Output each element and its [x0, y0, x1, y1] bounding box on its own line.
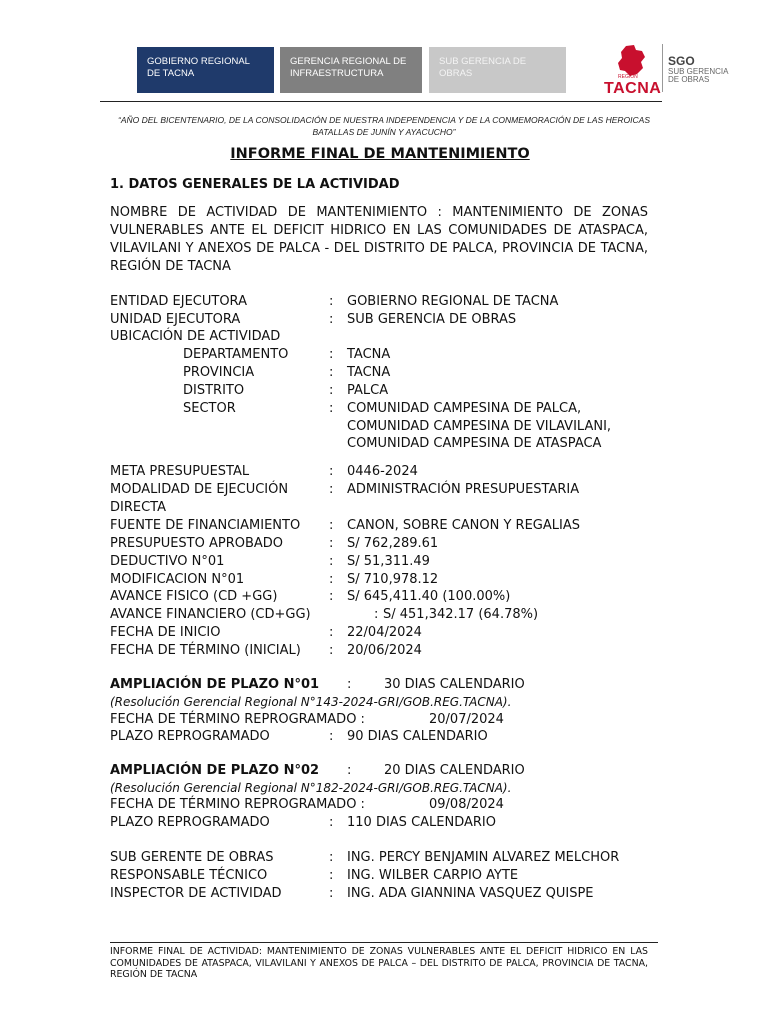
- field-value: 90 DIAS CALENDARIO: [347, 729, 488, 744]
- field-value: S/ 710,978.12: [347, 572, 439, 587]
- header-gobierno-regional-box: GOBIERNO REGIONAL DE TACNA: [137, 47, 274, 93]
- field-value: S/ 451,342.17 (64.78%): [383, 607, 539, 622]
- field-label: FUENTE DE FINANCIAMIENTO: [110, 518, 301, 533]
- field-colon: :: [329, 589, 334, 604]
- field-label: META PRESUPUESTAL: [110, 464, 250, 479]
- field-label: DEPARTAMENTO: [183, 347, 289, 362]
- field-value: S/ 762,289.61: [347, 536, 439, 551]
- field-value: 0446-2024: [347, 464, 418, 479]
- logo-sgo-text: SGO: [668, 54, 695, 68]
- field-value: TACNA: [347, 365, 391, 380]
- field-label: FECHA DE TÉRMINO (INICIAL): [110, 643, 301, 658]
- field-colon: :: [329, 347, 334, 362]
- field-colon: :: [329, 401, 334, 416]
- field-colon: :: [329, 294, 334, 309]
- logo-sgo-subtitle: SUB GERENCIA DE OBRAS: [668, 67, 729, 84]
- ampliacion-1-value: 30 DIAS CALENDARIO: [384, 677, 525, 692]
- field-colon: :: [329, 518, 334, 533]
- field-value: S/ 645,411.40 (100.00%): [347, 589, 511, 604]
- field-label: PLAZO REPROGRAMADO: [110, 815, 270, 830]
- ampliacion-2-value: 20 DIAS CALENDARIO: [384, 763, 525, 778]
- field-value: 110 DIAS CALENDARIO: [347, 815, 496, 830]
- field-label: PRESUPUESTO APROBADO: [110, 536, 284, 551]
- field-label: ENTIDAD EJECUTORA: [110, 294, 247, 309]
- field-label: AVANCE FINANCIERO (CD+GG): [110, 607, 311, 622]
- ampliacion-2-resolucion: (Resolución Gerencial Regional N°182-2024-GRI/GOB.REG.TACNA).: [110, 781, 512, 795]
- header-divider: [100, 101, 662, 102]
- field-colon: :: [329, 643, 334, 658]
- field-value: COMUNIDAD CAMPESINA DE ATASPACA: [347, 436, 602, 451]
- header-gerencia-infraestructura-box: GERENCIA REGIONAL DE INFRAESTRUCTURA: [280, 47, 422, 93]
- ampliacion-1-resolucion: (Resolución Gerencial Regional N°143-2024-GRI/GOB.REG.TACNA).: [110, 695, 512, 709]
- field-colon: :: [347, 677, 352, 692]
- field-colon: :: [329, 868, 334, 883]
- field-value: 22/04/2024: [347, 625, 422, 640]
- field-value: ING. ADA GIANNINA VASQUEZ QUISPE: [347, 886, 594, 901]
- field-value: COMUNIDAD CAMPESINA DE PALCA,: [347, 401, 582, 416]
- field-label: SUB GERENTE DE OBRAS: [110, 850, 274, 865]
- field-value: 09/08/2024: [429, 797, 504, 812]
- field-label: SECTOR: [183, 401, 236, 416]
- logo-region-text: TACNA: [604, 80, 662, 97]
- header-sub-gerencia-obras-box: SUB GERENCIA DE OBRAS: [429, 47, 566, 93]
- field-value: ING. PERCY BENJAMIN ALVAREZ MELCHOR: [347, 850, 620, 865]
- page-footer: INFORME FINAL DE ACTIVIDAD: MANTENIMIENTO DE ZONAS VULNERABLES ANTE EL DEFICIT HIDRICO EN LAS COMUNIDADES DE ATASPACA, VILAVILANI Y ANEXOS DE PALCA – DEL DISTRITO DE PALCA, PROVINCIA DE TACNA, REGIÓN DE TACNA: [110, 946, 648, 980]
- field-colon: :: [329, 625, 334, 640]
- tacna-region-map-icon: [612, 44, 652, 78]
- field-colon: :: [374, 607, 379, 622]
- field-value: SUB GERENCIA DE OBRAS: [347, 312, 517, 327]
- field-colon: :: [329, 815, 334, 830]
- field-label: DISTRITO: [183, 383, 245, 398]
- page-title: INFORME FINAL DE MANTENIMIENTO: [230, 146, 530, 162]
- field-label: DIRECTA: [110, 500, 166, 515]
- field-label: FECHA DE INICIO: [110, 625, 221, 640]
- field-value: GOBIERNO REGIONAL DE TACNA: [347, 294, 559, 309]
- field-value: COMUNIDAD CAMPESINA DE VILAVILANI,: [347, 419, 612, 434]
- activity-name-paragraph: NOMBRE DE ACTIVIDAD DE MANTENIMIENTO : MANTENIMIENTO DE ZONAS VULNERABLES ANTE EL DEFICIT HIDRICO EN LAS COMUNIDADES DE ATASPACA, VILAVILANI Y ANEXOS DE PALCA - DEL DISTRITO DE PALCA, PROVINCIA DE TACNA, REGIÓN DE TACNA: [110, 205, 648, 274]
- field-value: S/ 51,311.49: [347, 554, 430, 569]
- ampliacion-2-label: AMPLIACIÓN DE PLAZO N°02: [110, 763, 320, 778]
- field-label: INSPECTOR DE ACTIVIDAD: [110, 886, 282, 901]
- section-heading: 1. DATOS GENERALES DE LA ACTIVIDAD: [110, 177, 400, 192]
- field-label: MODIFICACION N°01: [110, 572, 245, 587]
- field-label: FECHA DE TÉRMINO REPROGRAMADO :: [110, 712, 365, 727]
- field-label: FECHA DE TÉRMINO REPROGRAMADO :: [110, 797, 365, 812]
- field-value: CANON, SOBRE CANON Y REGALIAS: [347, 518, 580, 533]
- field-colon: :: [329, 536, 334, 551]
- field-colon: :: [329, 464, 334, 479]
- field-value: ADMINISTRACIÓN PRESUPUESTARIA: [347, 482, 580, 497]
- field-colon: :: [329, 365, 334, 380]
- field-colon: :: [329, 886, 334, 901]
- field-label: PLAZO REPROGRAMADO: [110, 729, 270, 744]
- footer-divider: [110, 942, 658, 943]
- field-label: AVANCE FISICO (CD +GG): [110, 589, 278, 604]
- ampliacion-1-label: AMPLIACIÓN DE PLAZO N°01: [110, 677, 320, 692]
- field-label: UNIDAD EJECUTORA: [110, 312, 241, 327]
- field-value: 20/07/2024: [429, 712, 504, 727]
- field-colon: :: [329, 729, 334, 744]
- field-colon: :: [329, 312, 334, 327]
- field-colon: :: [329, 572, 334, 587]
- logo-divider: [662, 44, 663, 92]
- field-value: ING. WILBER CARPIO AYTE: [347, 868, 519, 883]
- field-value: TACNA: [347, 347, 391, 362]
- field-value: 20/06/2024: [347, 643, 422, 658]
- field-colon: :: [329, 482, 334, 497]
- field-colon: :: [329, 554, 334, 569]
- field-colon: :: [329, 850, 334, 865]
- field-value: PALCA: [347, 383, 389, 398]
- field-label: UBICACIÓN DE ACTIVIDAD: [110, 329, 281, 344]
- region-tacna-logo: [604, 44, 729, 97]
- field-label: PROVINCIA: [183, 365, 255, 380]
- field-colon: :: [347, 763, 352, 778]
- field-label: DEDUCTIVO N°01: [110, 554, 225, 569]
- field-label: MODALIDAD DE EJECUCIÓN: [110, 482, 289, 497]
- logo-region-small-text: REGIÓN: [618, 74, 638, 80]
- field-label: RESPONSABLE TÉCNICO: [110, 868, 268, 883]
- field-colon: :: [329, 383, 334, 398]
- year-motto: “AÑO DEL BICENTENARIO, DE LA CONSOLIDACIÓN DE NUESTRA INDEPENDENCIA Y DE LA CONMEMORACIÓN DE LAS HEROICAS BATALLAS DE JUNÍN Y AYACUCHO”: [118, 115, 650, 137]
